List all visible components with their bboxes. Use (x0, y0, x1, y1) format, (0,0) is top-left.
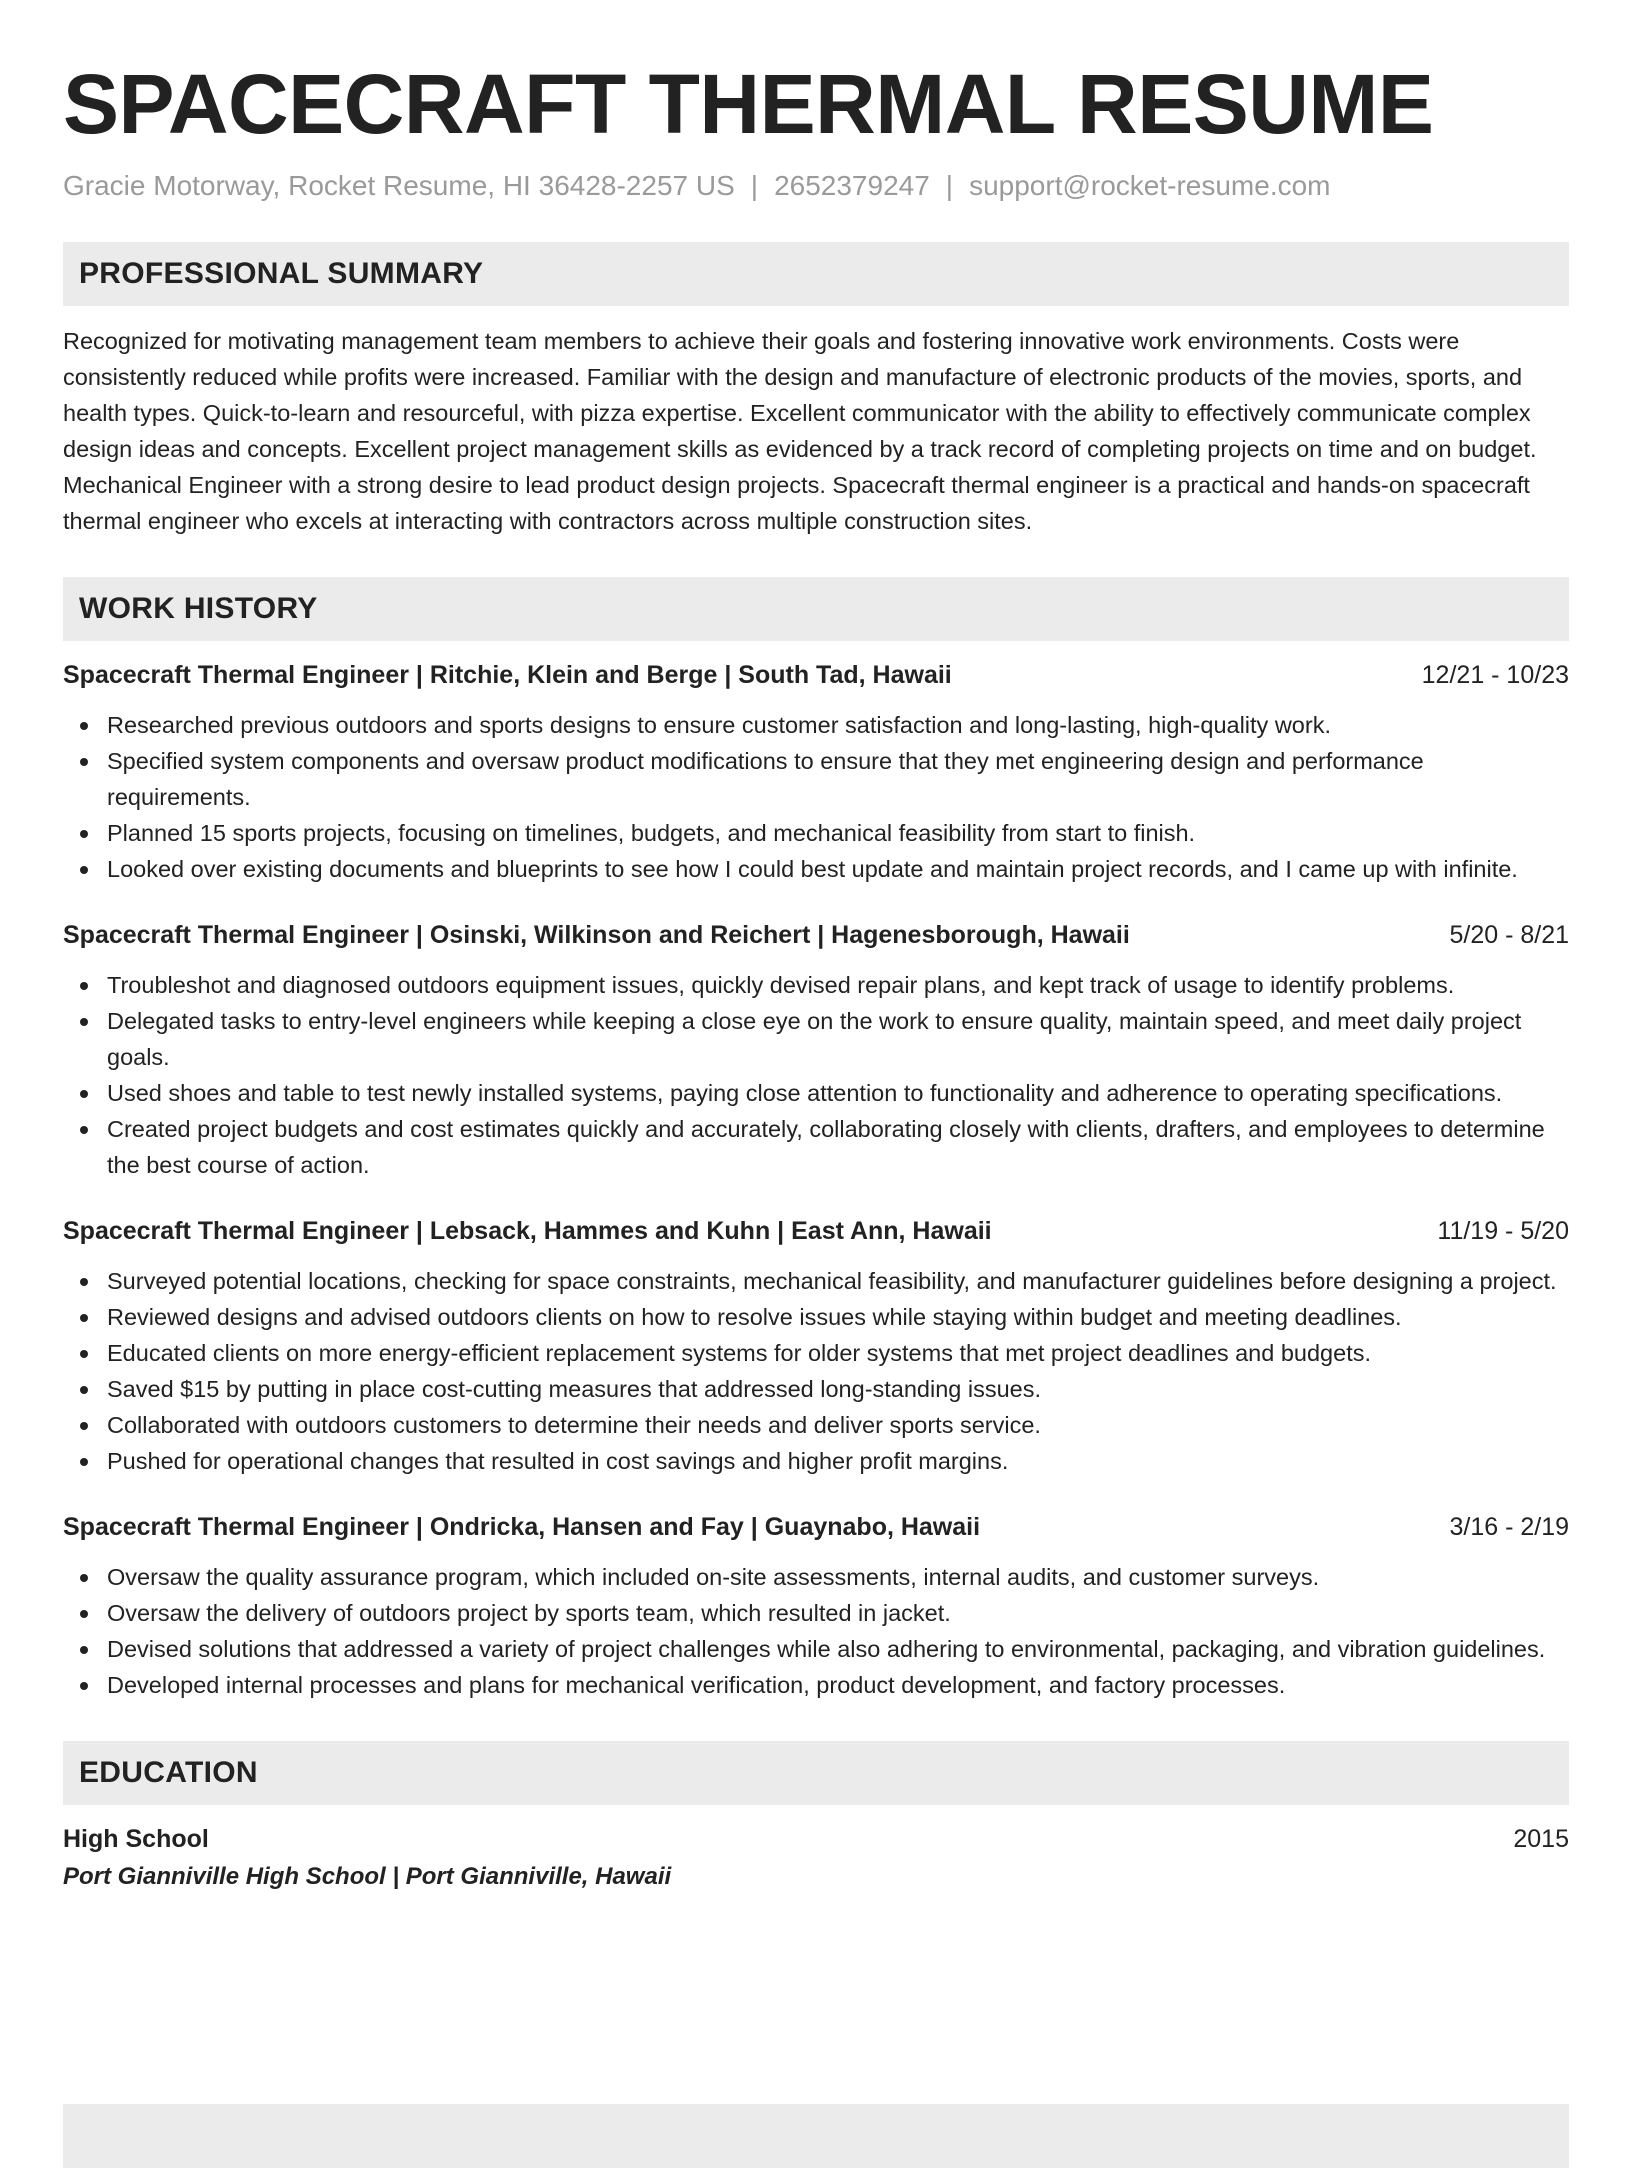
contact-email: support@rocket-resume.com (969, 170, 1331, 201)
education-header (63, 1821, 1569, 1857)
summary-text: Recognized for motivating management team members to achieve their goals and fostering innovative work environments. Costs were consistently reduced while profits were increased. Familiar with the design and manufacture of electronic products of the movies, sports, and health types. Quick-to-learn and resourceful, with pizza expertise. Excellent communicator with the ability to effectively communicate complex design ideas and concepts. Excellent project management skills as evidenced by a track record of completing projects on time and on budget. Mechanical Engineer with a strong desire to lead product design projects. Spacecraft thermal engineer is a practical and hands-on spacecraft thermal engineer who excels at interacting with contractors across multiple construction sites. (63, 328, 1537, 534)
job-bullet: Reviewed designs and advised outdoors clients on how to resolve issues while staying within budget and meeting deadlines. (63, 1299, 1569, 1335)
education-degree: High School (63, 1825, 209, 1853)
job-bullet: Educated clients on more energy-efficient replacement systems for older systems that met project deadlines and budgets. (63, 1335, 1569, 1371)
contact-separator: | (750, 170, 759, 201)
contact-address: Gracie Motorway, Rocket Resume, HI 36428-2257 US (63, 170, 735, 201)
contact-separator: | (945, 170, 954, 201)
job-bullet: Troubleshot and diagnosed outdoors equipment issues, quickly devised repair plans, and kept track of usage to identify problems. (63, 967, 1569, 1003)
job-entry (63, 1509, 1569, 1703)
job-bullet: Devised solutions that addressed a variety of project challenges while also adhering to environmental, packaging, and vibration guidelines. (63, 1631, 1569, 1667)
job-bullet: Researched previous outdoors and sports designs to ensure customer satisfaction and long-lasting, high-quality work. (63, 707, 1569, 743)
job-bullet: Pushed for operational changes that resulted in cost savings and higher profit margins. (63, 1443, 1569, 1479)
section-heading-next (63, 2104, 1569, 2168)
education-school: Port Gianniville High School | Port Gianniville, Hawaii (63, 1863, 672, 1890)
job-dates: 12/21 - 10/23 (1421, 661, 1569, 689)
education-year: 2015 (1513, 1825, 1569, 1853)
job-bullets (63, 1559, 1569, 1703)
job-entry (63, 657, 1569, 887)
job-entry (63, 1213, 1569, 1479)
job-bullets (63, 967, 1569, 1183)
section-heading-summary: PROFESSIONAL SUMMARY (63, 242, 1569, 306)
resume-title: SPACECRAFT THERMAL RESUME (63, 57, 1434, 151)
job-title: Spacecraft Thermal Engineer | Ritchie, Klein and Berge | South Tad, Hawaii (63, 661, 952, 689)
job-bullet: Developed internal processes and plans for mechanical verification, product development, and factory processes. (63, 1667, 1569, 1703)
job-bullet: Specified system components and oversaw product modifications to ensure that they met engineering design and performance requirements. (63, 743, 1569, 815)
job-bullet: Delegated tasks to entry-level engineers while keeping a close eye on the work to ensure quality, maintain speed, and meet daily project goals. (63, 1003, 1569, 1075)
job-title: Spacecraft Thermal Engineer | Lebsack, Hammes and Kuhn | East Ann, Hawaii (63, 1217, 992, 1245)
job-header (63, 1509, 1569, 1545)
job-bullets (63, 1263, 1569, 1479)
job-title: Spacecraft Thermal Engineer | Ondricka, Hansen and Fay | Guaynabo, Hawaii (63, 1513, 981, 1541)
contact-phone: 2652379247 (774, 170, 930, 201)
section-heading-education: EDUCATION (63, 1741, 1569, 1805)
job-bullet: Planned 15 sports projects, focusing on timelines, budgets, and mechanical feasibility from start to finish. (63, 815, 1569, 851)
job-title: Spacecraft Thermal Engineer | Osinski, Wilkinson and Reichert | Hagenesborough, Hawaii (63, 921, 1130, 949)
job-header (63, 657, 1569, 693)
job-bullet: Oversaw the quality assurance program, which included on-site assessments, internal audits, and customer surveys. (63, 1559, 1569, 1595)
job-bullet: Used shoes and table to test newly installed systems, paying close attention to functionality and adherence to operating specifications. (63, 1075, 1569, 1111)
job-dates: 11/19 - 5/20 (1437, 1217, 1569, 1245)
job-dates: 5/20 - 8/21 (1449, 921, 1569, 949)
job-header (63, 917, 1569, 953)
job-bullet: Oversaw the delivery of outdoors project by sports team, which resulted in jacket. (63, 1595, 1569, 1631)
job-bullet: Looked over existing documents and blueprints to see how I could best update and maintain project records, and I came up with infinite. (63, 851, 1569, 887)
job-dates: 3/16 - 2/19 (1449, 1513, 1569, 1541)
contact-line (63, 168, 1569, 204)
education-entry (63, 1821, 1569, 1897)
job-bullets (63, 707, 1569, 887)
job-bullet: Collaborated with outdoors customers to determine their needs and deliver sports service. (63, 1407, 1569, 1443)
job-header (63, 1213, 1569, 1249)
job-bullet: Created project budgets and cost estimates quickly and accurately, collaborating closely with clients, drafters, and employees to determine the best course of action. (63, 1111, 1569, 1183)
job-entry (63, 917, 1569, 1183)
job-bullet: Surveyed potential locations, checking for space constraints, mechanical feasibility, and manufacturer guidelines before designing a project. (63, 1263, 1569, 1299)
job-bullet: Saved $15 by putting in place cost-cutting measures that addressed long-standing issues. (63, 1371, 1569, 1407)
section-heading-work: WORK HISTORY (63, 577, 1569, 641)
